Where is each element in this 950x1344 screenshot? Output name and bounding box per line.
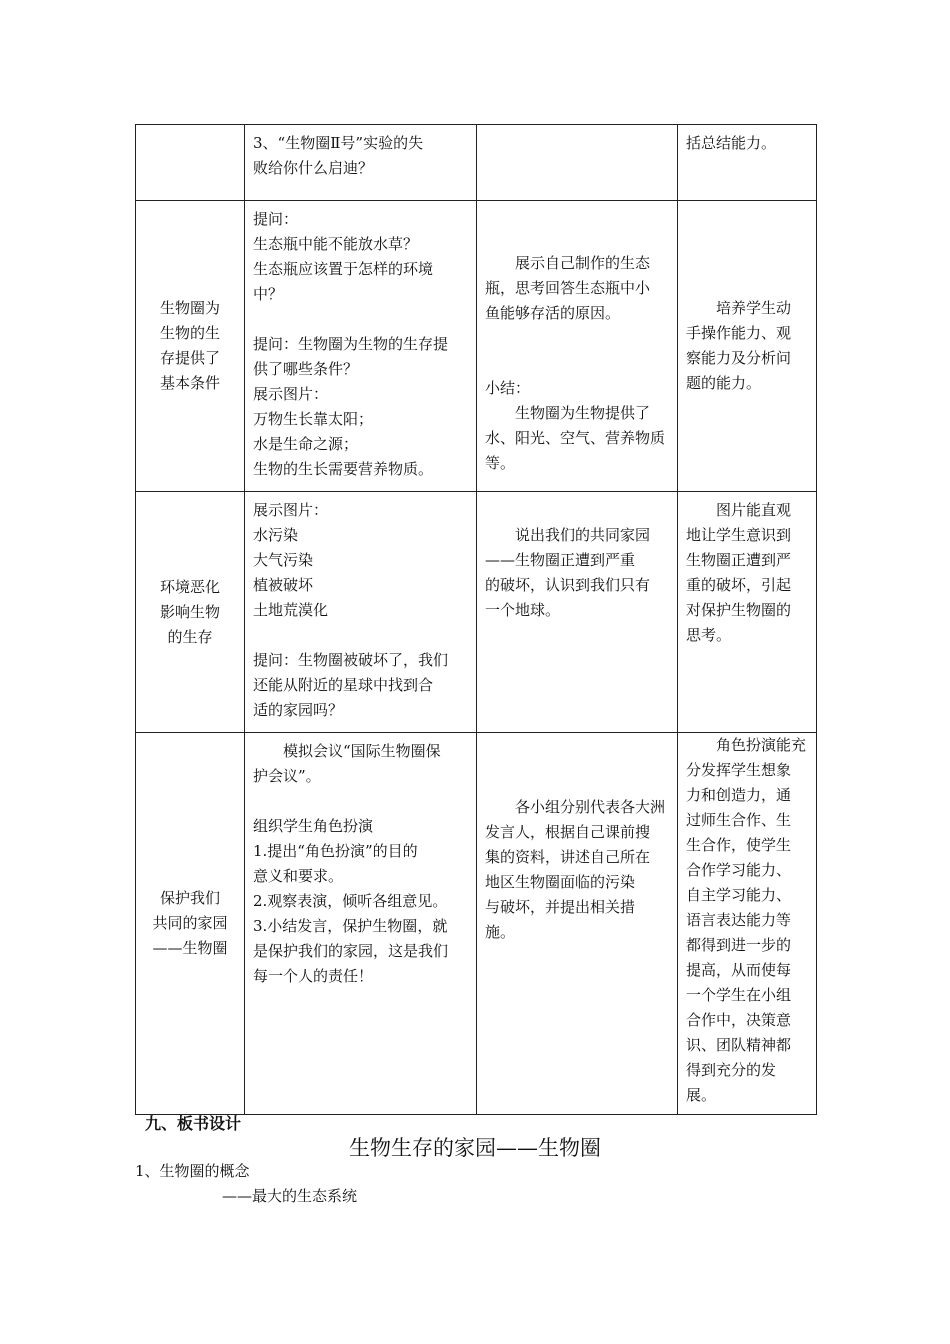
text-line: 过师生合作、生: [686, 811, 792, 829]
text-line: 水污染: [253, 526, 299, 544]
text-line: 模拟会议“国际生物圈保: [283, 742, 441, 760]
text-line: 提高，从而使每: [686, 961, 792, 979]
text-line: 组织学生角色扮演: [253, 817, 374, 835]
text-line: 植被破坏: [253, 576, 314, 594]
text-line: 说出我们的共同家园: [515, 526, 651, 544]
text-line: 共同的家园: [152, 914, 228, 932]
student-activity-cell: [477, 201, 678, 492]
text-line: 对保护生物圈的: [686, 601, 792, 619]
teacher-activity-cell: [245, 125, 477, 201]
text-line: 自主学习能力、: [686, 886, 792, 904]
text-line: 3、“生物圈Ⅱ号”实验的失: [253, 134, 424, 152]
student-activity-cell: [477, 492, 678, 733]
text-line: 合作中，决策意: [686, 1011, 792, 1029]
text-line: 大气污染: [253, 551, 314, 569]
design-intent-cell: [678, 733, 817, 1115]
student-activity-cell: [477, 733, 678, 1115]
text-line: 生物的生长需要营养物质。: [253, 460, 434, 478]
text-line: 得到充分的发: [686, 1061, 777, 1079]
text-line: 都得到进一步的: [686, 936, 792, 954]
text-line: 展。: [686, 1086, 717, 1104]
board-title: 生物生存的家园——生物圈: [349, 1136, 601, 1160]
text-line: 与破坏，并提出相关措: [485, 898, 636, 916]
text-line: 是保护我们的家园，这是我们: [253, 942, 449, 960]
board-item: 1、生物圈的概念: [135, 1162, 250, 1180]
teacher-activity-cell: [245, 733, 477, 1115]
text-line: 提问：生物圈为生物的生存提: [253, 335, 449, 353]
text-line: 基本条件: [159, 374, 220, 392]
text-line: 水是生命之源；: [253, 435, 359, 453]
text-line: 思考。: [686, 626, 732, 644]
text-line: 小结：: [485, 379, 531, 397]
text-line: 角色扮演能充: [716, 736, 807, 754]
stage-cell: [136, 492, 245, 733]
text-line: 括总结能力。: [686, 134, 777, 152]
text-line: ——生物圈正遭到严重: [485, 551, 636, 569]
text-line: 一个学生在小组: [686, 986, 792, 1004]
text-line: 败给你什么启迪？: [253, 159, 374, 177]
text-line: 生物的生: [159, 324, 220, 342]
text-line: 手操作能力、观: [686, 324, 792, 342]
text-line: 地让学生意识到: [686, 526, 792, 544]
text-line: 图片能直观: [716, 501, 792, 519]
text-line: 生物圈为: [159, 299, 220, 317]
text-line: 各小组分别代表各大洲: [515, 798, 666, 816]
student-activity-cell: [477, 125, 678, 201]
text-line: 存提供了: [159, 349, 220, 367]
text-line: 发言人，根据自己课前搜: [485, 823, 651, 841]
teacher-activity-cell: [245, 492, 477, 733]
design-intent-cell: [678, 492, 817, 733]
text-line: 一个地球。: [485, 601, 561, 619]
stage-cell: [136, 125, 245, 201]
text-line: 3.小结发言，保护生物圈，就: [253, 917, 448, 935]
text-line: 保护我们: [159, 889, 220, 907]
stage-cell: [136, 733, 245, 1115]
text-line: 万物生长靠太阳；: [253, 410, 374, 428]
text-line: 题的能力。: [686, 374, 762, 392]
text-line: 2.观察表演，倾听各组意见。: [253, 892, 448, 910]
lesson-table: [135, 124, 817, 1115]
text-line: ——生物圈: [152, 939, 228, 957]
text-line: 合作学习能力、: [686, 861, 792, 879]
text-line: 展示图片：: [253, 385, 329, 403]
text-line: 意义和要求。: [253, 867, 344, 885]
text-line: 每一个人的责任！: [253, 967, 374, 985]
text-line: 土地荒漠化: [253, 601, 329, 619]
text-line: 适的家园吗？: [253, 701, 344, 719]
text-line: 瓶，思考回答生态瓶中小: [485, 279, 651, 297]
table-row: [136, 492, 817, 733]
text-line: 的破坏，认识到我们只有: [485, 576, 651, 594]
text-line: 1.提出“角色扮演”的目的: [253, 842, 418, 860]
text-line: 识、团队精神都: [686, 1036, 792, 1054]
design-intent-cell: [678, 125, 817, 201]
stage-cell: [136, 201, 245, 492]
text-line: 生合作，使学生: [686, 836, 792, 854]
text-line: 集的资料，讲述自己所在: [485, 848, 651, 866]
text-line: 水、阳光、空气、营养物质: [485, 429, 666, 447]
text-line: 生物圈正遭到严: [686, 551, 792, 569]
design-intent-cell: [678, 201, 817, 492]
section-heading: 九、板书设计: [145, 1114, 242, 1133]
teacher-activity-cell: [245, 201, 477, 492]
text-line: 提问：生物圈被破坏了，我们: [253, 651, 449, 669]
text-line: 力和创造力，通: [686, 786, 792, 804]
text-line: 的生存: [167, 627, 213, 646]
text-line: 供了哪些条件？: [253, 360, 359, 378]
table-row: [136, 733, 817, 1115]
table-row: [136, 201, 817, 492]
text-line: 等。: [485, 454, 516, 472]
text-line: 地区生物圈面临的污染: [485, 873, 636, 891]
text-line: 生物圈为生物提供了: [515, 404, 651, 422]
text-line: 培养学生动: [716, 299, 792, 317]
table-row: [136, 125, 817, 201]
text-line: 展示自己制作的生态: [515, 254, 651, 272]
text-line: 生态瓶应该置于怎样的环境: [253, 260, 434, 278]
text-line: 护会议”。: [253, 767, 321, 785]
text-line: 影响生物: [159, 602, 220, 621]
text-line: 展示图片：: [253, 501, 329, 519]
text-line: 生态瓶中能不能放水草？: [253, 235, 419, 253]
text-line: 提问：: [253, 210, 299, 228]
board-subitem: ——最大的生态系统: [222, 1187, 358, 1205]
text-line: 重的破坏，引起: [686, 576, 792, 594]
text-line: 分发挥学生想象: [686, 761, 792, 779]
text-line: 施。: [485, 923, 516, 941]
text-line: 鱼能够存活的原因。: [485, 304, 621, 322]
text-line: 中？: [253, 285, 284, 303]
text-line: 环境恶化: [159, 577, 220, 596]
text-line: 还能从附近的星球中找到合: [253, 676, 434, 694]
text-line: 语言表达能力等: [686, 911, 792, 929]
text-line: 察能力及分析问: [686, 349, 792, 367]
